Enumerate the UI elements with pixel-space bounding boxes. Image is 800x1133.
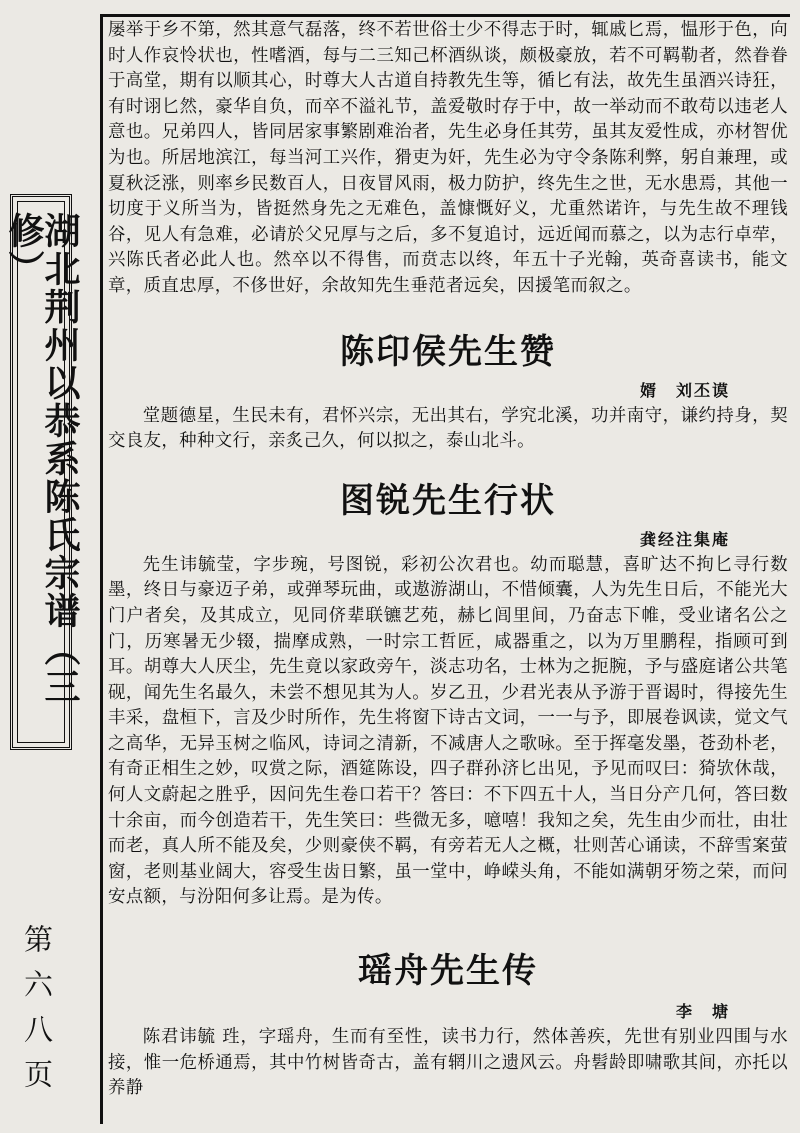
book-title: 湖北荆州以恭系陈氏宗谱（三修） <box>3 212 80 706</box>
main-content <box>108 18 788 1130</box>
side-title-inner <box>3 201 80 743</box>
section-body-chen-yinhou: 堂题德星，生民未有，君怀兴宗，无出其右，学究北溪，功并南守，谦约持身，契交良友，种种文行，亲炙己久，何以拟之，泰山北斗。 <box>108 405 788 452</box>
section-body-turui: 先生讳毓莹，字步琬，号图锐，彩初公次君也。幼而聪慧，喜旷达不拘匕寻行数墨，终日与豪迈子弟，或弹琴玩曲，或遨游湖山，不惜倾囊，人为先生日后，不能光大门户者矣，及其成立，见同侪辈联镳艺苑，赫匕闾里间，乃奋志下帷，受业诸名公之门，历寒暑无少辍，揣摩成熟，一时宗工哲匠，咸器重之，以为万里鹏程，指顾可到耳。胡尊大人厌尘，先生竟以家政旁午，淡志功名，士林为之扼腕，予与盛庭诸公共笔砚，闻先生名最久，未尝不想见其为人。岁乙丑，少君光表从予游于晋谒时，得接先生丰采，盘桓下，言及少时所作，先生将窗下诗古文词，一一与予，即展卷讽读，觉文气之高华，无异玉树之临风，诗词之清新，不减唐人之歌咏。至于挥毫发墨，苍劲朴老，有奇正相生之妙，叹赏之际，酒筵陈设，四子群孙济匕出见，予见而叹曰：猗欤休哉，何人文蔚起之胜乎，因问先生卷口若干？答曰：不下四五十人，当日分产几何，答曰数十余亩，而今创造若干，先生笑曰：些微无多，噫嘻！我知之矣，先生由少而壮，由壮而老，真人所不能及矣，少则豪侠不羁，有旁若无人之概，壮则苦心诵读，不辞雪案萤窗，老则基业阔大，容受生齿日繁，虽一堂中，峥嵘头角，不能如满朝牙笏之荣，而问安点额，与汾阳何多让焉。是为传。 <box>108 554 788 908</box>
page-number: 第六八页 <box>20 924 54 1104</box>
section-title-turui: 图锐先生行状 <box>340 480 556 521</box>
section-author-yaozhou: 李 塘 <box>675 1002 730 1022</box>
section-title-yaozhou: 瑶舟先生传 <box>358 951 538 992</box>
intro-paragraph: 屡举于乡不第，然其意气磊落，终不若世俗士少不得志于时，辄戚匕焉，愠形于色，向时人作哀怜状也，性嗜酒，每与二三知己杯酒纵谈，颇极豪放，若不可羁勒者，然眷眷于高堂，期有以顺其心，时尊大人古道自持教先生等，循匕有法，故先生虽酒兴诗狂，有时诩匕然，豪华自负，而卒不溢礼节，盖爱敬时存于中，故一举动而不敢苟以违老人意也。兄弟四人，皆同居家事繁剧难治者，先生必身任其劳，虽其友爱性成，亦材智优为也。所居地滨江，每当河工兴作，猾吏为奸，先生必为守令条陈利弊，躬自兼理，或夏秋泛涨，则率乡民数百人，日夜冒风雨，极力防护，终先生之世，无水患焉，其他一切度于义所当为，皆挺然身先之无难色，盖慷慨好义，尤重然诺许，与先生故不理钱谷，见人有急难，必请於父兄厚与之后，多不复追讨，远近闻而慕之，以为志行卓荦，兴陈氏者必此人也。然卒以不得售，而贲志以终，年五十子光翰，英奇喜读书，能文章，质直忠厚，不侈世好，余故知先生垂范者远矣，因援笔而叙之。 <box>108 20 788 296</box>
side-title-box <box>3 194 80 750</box>
section-title-chen-yinhou: 陈印侯先生赞 <box>340 331 556 372</box>
section-author-chen-yinhou: 婿 刘丕谟 <box>639 380 730 400</box>
section-body-yaozhou: 陈君讳毓 珄，字瑶舟，生而有至性，读书力行，然体善疾，先世有别业四围与水接，惟一危桥通焉，其中竹树皆奇古，盖有辋川之遗风云。舟髫龄即啸歌其间，亦托以养静 <box>108 1027 788 1099</box>
section-author-turui: 龚经注集庵 <box>639 529 730 549</box>
